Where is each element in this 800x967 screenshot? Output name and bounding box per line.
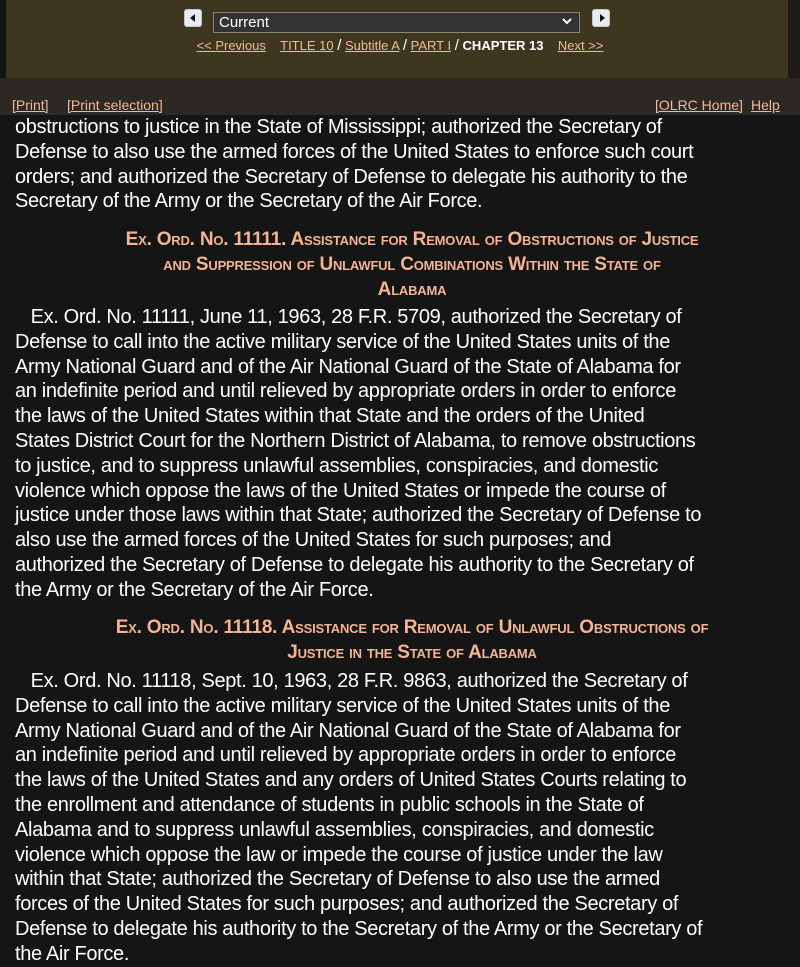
text-line: the Air Force. [15,942,130,965]
text-line: violence which oppose the law or impede the course of justice under the law [15,843,663,866]
section-paragraph [15,669,702,967]
text-line: Army National Guard and of the Air National Guard of the State of Alabama for [15,719,681,742]
breadcrumb-separator: / [454,37,459,54]
text-line: forces of the United States for such purposes; and authorized the Secretary of [15,893,679,916]
print-selection-link[interactable]: [Print selection] [67,97,163,113]
heading-line: and Suppression of Unlawful Combinations Within the State of [163,253,661,275]
breadcrumb-separator: / [402,37,408,54]
heading-line: Ex. Ord. No. 11111. Assistance for Removal of Obstructions of Justice [125,229,699,250]
next-link[interactable]: Next >> [557,38,604,53]
triangle-right-icon [600,14,605,22]
text-line: Defense to call into the active military service of the United States units of the [15,694,670,717]
text-line: justice under those laws within that State; authorized the Secretary of Defense to [15,504,702,527]
text-line: to justice, and to suppress unlawful assemblies, conspiracies, and domestic [15,454,658,477]
text-line: also use the armed forces of the United States for such purposes; and [15,529,612,552]
text-line: the enrollment and attendance of students in public schools in the State of [15,793,644,816]
text-line: States District Court for the Northern District of Alabama, to remove obstructions [15,429,696,452]
text-line: the laws of the United States within that State and the orders of the United [15,405,645,428]
breadcrumb-separator: / [337,37,342,54]
text-line: violence which oppose the laws of the United States or impede the course of [15,479,666,502]
heading-line: Alabama [377,278,447,300]
heading-line: Ex. Ord. No. 11118. Assistance for Removal of Unlawful Obstructions of [115,617,709,638]
text-line: obstructions to justice in the State of Mississippi; authorized the Secretary of [15,116,662,138]
chevron-down-icon [561,15,573,27]
triangle-left-icon [190,14,195,22]
text-line: Ex. Ord. No. 11118, Sept. 10, 1963, 28 F.R. 9863, authorized the Secretary of [15,670,688,692]
breadcrumb [190,38,610,54]
next-section-button[interactable] [592,9,610,27]
text-line: orders; and authorized the Secretary of Defense to delegate his authority to the [15,165,688,188]
scrollbar-track[interactable] [788,0,800,78]
olrc-home-link[interactable]: [OLRC Home] [655,97,743,113]
text-line: Ex. Ord. No. 11111, June 11, 1963, 28 F.R. 5709, authorized the Secretary of [15,306,682,328]
text-line: an indefinite period and until relieved by appropriate orders in order to enforce [15,380,676,403]
section-heading [15,616,800,666]
version-select-value: Current [219,14,270,31]
text-line: authorized the Secretary of Defense to delegate his authority to the Secretary of [15,553,694,576]
version-select[interactable] [213,12,580,33]
text-line: the laws of the United States and any orders of United States Courts relating to [15,769,687,792]
text-line: Alabama and to suppress unlawful assemblies, conspiracies, and domestic [15,818,654,841]
previous-section-button[interactable] [184,9,202,27]
breadcrumb-chapter: CHAPTER 13 [462,38,544,53]
section-heading [15,228,800,302]
breadcrumb-title[interactable]: TITLE 10 [280,38,334,53]
help-link[interactable]: Help [751,97,780,113]
text-line: Army National Guard and of the Air National Guard of the State of Alabama for [15,355,681,378]
text-line: Defense to call into the active military service of the United States units of the [15,330,670,353]
heading-line: Justice in the State of Alabama [287,641,537,663]
text-line: an indefinite period and until relieved by appropriate orders in order to enforce [15,744,676,767]
breadcrumb-part[interactable]: PART I [410,38,452,53]
breadcrumb-subtitle[interactable]: Subtitle A [345,38,400,53]
text-line: Defense to delegate his authority to the Secretary of the Army or the Secretary of [15,917,703,940]
previous-link[interactable]: << Previous [196,38,266,53]
text-line: the Army or the Secretary of the Air Force. [15,578,374,601]
section-paragraph [15,305,701,603]
text-line: Defense to also use the armed forces of the United States to enforce such court [15,140,694,163]
text-line: within that State; authorized the Secretary of Defense to also use the armed [15,868,660,891]
text-line: Secretary of the Army or the Secretary of the Air Force. [15,190,483,213]
print-link[interactable]: [Print] [12,97,49,113]
intro-paragraph [15,115,693,214]
